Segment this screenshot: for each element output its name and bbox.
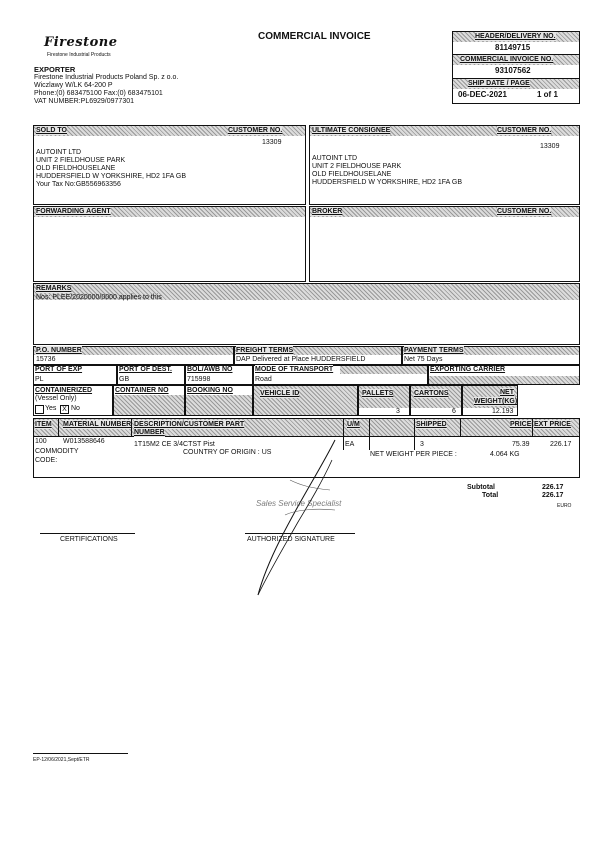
col-item: ITEM [35,421,52,428]
cartons-value: 6 [452,408,456,415]
subtotal-value: 226.17 [542,484,564,491]
col-shipped: SHIPPED [416,421,447,428]
port-exp-label: PORT OF EXP [35,366,83,373]
net-weight-label: NET [500,389,514,396]
company-stamp [256,480,366,530]
delivery-no: 81149715 [495,43,531,52]
ship-date: 06-DEC-2021 [458,90,507,99]
net-weight-value: 12.193 [492,408,514,415]
consignee-customer-label: CUSTOMER NO. [497,127,552,134]
sold-to-label: SOLD TO [36,127,67,134]
row-ext-price: 226.17 [550,441,572,448]
port-exp-value: PL [35,376,44,383]
forwarding-agent-label: FORWARDING AGENT [36,208,111,215]
sold-to-customer-no: 13309 [262,139,282,146]
stamp-line: Sales Service Specialist [256,499,342,508]
bol-label: BOL/AWB NO [187,366,233,373]
forwarding-agent-box [33,206,306,282]
bol-value: 715998 [187,376,211,383]
document-title: COMMERCIAL INVOICE [258,31,371,42]
remarks-text: Nos: PLEE/2020000/0000 applies to this [36,294,162,301]
row-material: W013588646 [63,438,105,445]
invoice-no-label: COMMERCIAL INVOICE NO. [460,56,554,63]
net-weight-per-piece: 4.064 KG [490,451,520,458]
total-value: 226.17 [542,492,564,499]
containerized-sublabel: (Vessel Only) [35,395,77,402]
port-dest-label: PORT OF DEST. [119,366,172,373]
sold-to-line: HUDDERSFIELD W YORKSHIRE, HD2 1FA GB [36,173,187,180]
page-number: 1 of 1 [537,90,558,99]
exporter-line: Phone:(0) 683475100 Fax:(0) 683475101 [34,90,163,97]
col-ext-price: EXT PRICE [534,421,571,428]
remarks-label: REMARKS [36,285,72,292]
sold-to-line: UNIT 2 FIELDHOUSE PARK [36,157,126,164]
payment-label: PAYMENT TERMS [404,347,464,354]
delivery-no-label: HEADER/DELIVERY NO. [475,33,556,40]
company-logo: Firestone [44,35,118,50]
row-description: 1T15M2 CE 3/4CTST Pist [134,441,215,448]
certifications-label: CERTIFICATIONS [60,536,118,543]
pallets-label: PALLETS [362,390,394,397]
po-label: P.O. NUMBER [36,347,82,354]
containerized-no-label: No [71,405,80,412]
container-no-label: CONTAINER NO [115,387,169,394]
containerized-no-checkbox[interactable]: X [60,405,69,414]
cartons-label: CARTONS [414,390,449,397]
freight-label: FREIGHT TERMS [236,347,294,354]
currency: EURO [557,503,572,509]
broker-box [309,206,580,282]
containerized-yes-checkbox[interactable] [35,405,44,414]
total-label: Total [482,492,499,499]
exporter-line: Wiczlawy W/LK 64-200 P [34,82,113,89]
consignee-customer-no: 13309 [540,143,560,150]
consignee-line: AUTOINT LTD [312,155,358,162]
form-code: EP-12/06/2021,Sept/ETR [33,757,90,763]
broker-customer-label: CUSTOMER NO. [497,208,552,215]
ultimate-consignee-label: ULTIMATE CONSIGNEE [312,127,391,134]
col-description: DESCRIPTION/CUSTOMER PART [134,421,245,428]
sold-to-customer-label: CUSTOMER NO. [228,127,283,134]
code-label: CODE: [35,457,58,464]
authorized-signature-label: AUTHORIZED SIGNATURE [247,536,335,543]
exporter-label: EXPORTER [34,65,76,74]
containerized-yes-label: Yes [45,405,57,412]
pallets-value: 3 [396,408,400,415]
consignee-line: HUDDERSFIELD W YORKSHIRE, HD2 1FA GB [312,179,463,186]
port-dest-value: GB [119,376,130,383]
net-weight-sublabel: WEIGHT(KG) [474,398,518,405]
exporter-line: VAT NUMBER:PL6929/0977301 [34,98,135,105]
transport-value: Road [255,376,272,383]
vehicle-id-label: VEHICLE ID [260,390,300,397]
broker-label: BROKER [312,208,343,215]
payment-value: Net 75 Days [404,356,443,363]
consignee-line: OLD FIELDHOUSELANE [312,171,392,178]
exporter-line: Firestone Industrial Products Poland Sp. z o.o. [34,74,179,81]
col-price: PRICE [510,421,532,428]
sold-to-line: Your Tax No:GB556963356 [36,181,121,188]
company-tagline: Firestone Industrial Products [47,52,111,58]
freight-value: DAP Delivered at Place HUDDERSFIELD [236,356,366,363]
carrier-label: EXPORTING CARRIER [430,366,506,373]
col-material: MATERIAL NUMBER [63,421,132,428]
row-um: EA [345,441,355,448]
row-shipped: 3 [420,441,424,448]
invoice-no: 93107562 [495,66,531,75]
consignee-line: UNIT 2 FIELDHOUSE PARK [312,163,402,170]
col-description-2: NUMBER [134,429,165,436]
net-weight-per-piece-label: NET WEIGHT PER PIECE : [370,451,457,458]
booking-no-label: BOOKING NO [187,387,233,394]
containerized-label: CONTAINERIZED [35,387,93,394]
col-um: U/M [347,421,360,428]
ship-date-label: SHIP DATE / PAGE [468,80,530,87]
commodity-label: COMMODITY [35,448,79,455]
country-of-origin: COUNTRY OF ORIGIN : US [183,449,272,456]
row-price: 75.39 [512,441,530,448]
row-item: 100 [35,438,47,445]
transport-label: MODE OF TRANSPORT [255,366,334,373]
sold-to-line: OLD FIELDHOUSELANE [36,165,116,172]
sold-to-line: AUTOINT LTD [36,149,82,156]
po-value: 15736 [36,356,56,363]
subtotal-label: Subtotal [467,484,495,491]
